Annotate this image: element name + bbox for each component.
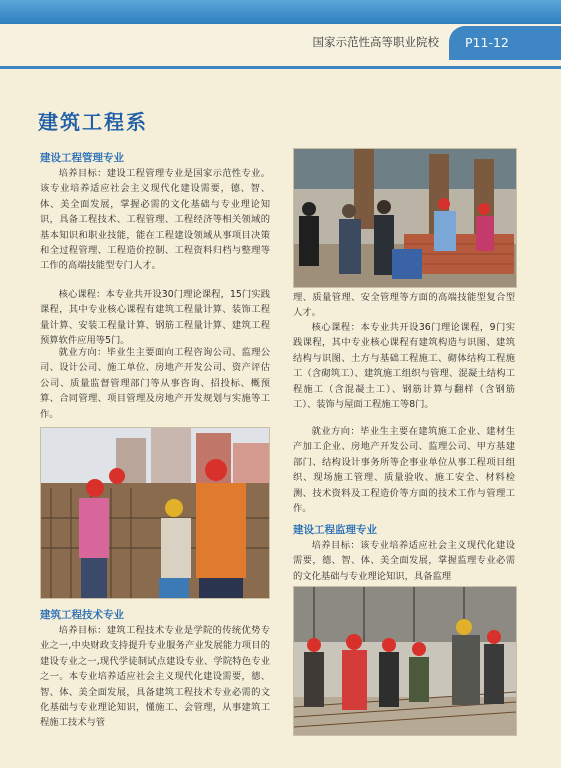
technology-objective: 培养目标：建筑工程技术专业是学院的传统优势专业之一,中央财政支持提升专业服务产业发展能力项目的建设专业之一,现代学徒制试点建设专业、学院特色专业之一。本专业培养适应社会主义现代化建设需要，德、智、体、美全面发展，具备建筑工程技术专业必需的文化基础与专业理论知识，懂施工、会管理，从事建筑工程施工技术与管 — [40, 625, 270, 729]
technology-objective-cont: 理、质量管理、安全管理等方面的高端技能型复合型人才。 — [293, 292, 515, 319]
supervision-objective: 培养目标：该专业培养适应社会主义现代化建设需要，德、智、体、美全面发展，掌握监理专业必需的文化基础与专业理论知识，具备监理 — [293, 540, 515, 582]
management-objective: 培养目标：建设工程管理专业是国家示范性专业。该专业培养适应社会主义现代化建设需要，德、智、体、美全面发展，掌握必需的文化基础与专业理论知识，具备工程技术、工程管理、工程经济等相关领域的基本知识和职业技能，能在工程建设领域从事项目决策和全过程管理、工程造价控制、工程资料归档与整理等工作的高端技能型专门人才。 — [40, 168, 270, 272]
management-careers: 就业方向：毕业生主要面向工程咨询公司、监理公司、设计公司、施工单位、房地产开发公司、资产评估公司、质量监督管理部门等从事咨询、招投标、概预算、合同管理、项目管理及房地产开发规划与实施等工作。 — [40, 347, 270, 420]
department-title: 建筑工程系 — [38, 110, 148, 134]
photo-site-inspection — [293, 586, 517, 736]
section-title-supervision: 建设工程监理专业 — [293, 524, 377, 536]
photo-rebar-workers — [40, 427, 270, 599]
top-color-band — [0, 0, 561, 24]
technology-careers: 就业方向：毕业生主要在建筑施工企业、建材生产加工企业、房地产开发公司、监理公司、甲方基建部门、结构设计事务所等企事业单位从事工程项目组织、现场施工管理、质量验收、施工安全、材料检测、技术资料及工程造价等方面的技术工作与管理工作。 — [293, 426, 515, 515]
photo-bricklaying-training — [293, 148, 517, 288]
school-name: 国家示范性高等职业院校 — [312, 35, 439, 49]
management-courses: 核心课程：本专业共开设30门理论课程，15门实践课程，其中专业核心课程有建筑工程量计算、装饰工程量计算、安装工程量计算、钢筋工程量计算、建筑工程预算软件应用等5门。 — [40, 289, 270, 347]
section-title-technology: 建筑工程技术专业 — [40, 609, 124, 621]
technology-courses: 核心课程：本专业共开设36门理论课程，9门实践课程，其中专业核心课程有建筑构造与识图、建筑结构与识图、土方与基础工程施工、砌体结构工程施工（含砌筑工）、建筑施工组织与管理、混凝土结构工程施工（含混凝土工）、钢筋计算与翻样（含钢筋工）、装饰与屋面工程施工等8门。 — [293, 322, 515, 411]
page-number-tab: P11-12 — [449, 26, 561, 60]
header-rule — [0, 66, 561, 69]
section-title-management: 建设工程管理专业 — [40, 152, 124, 164]
